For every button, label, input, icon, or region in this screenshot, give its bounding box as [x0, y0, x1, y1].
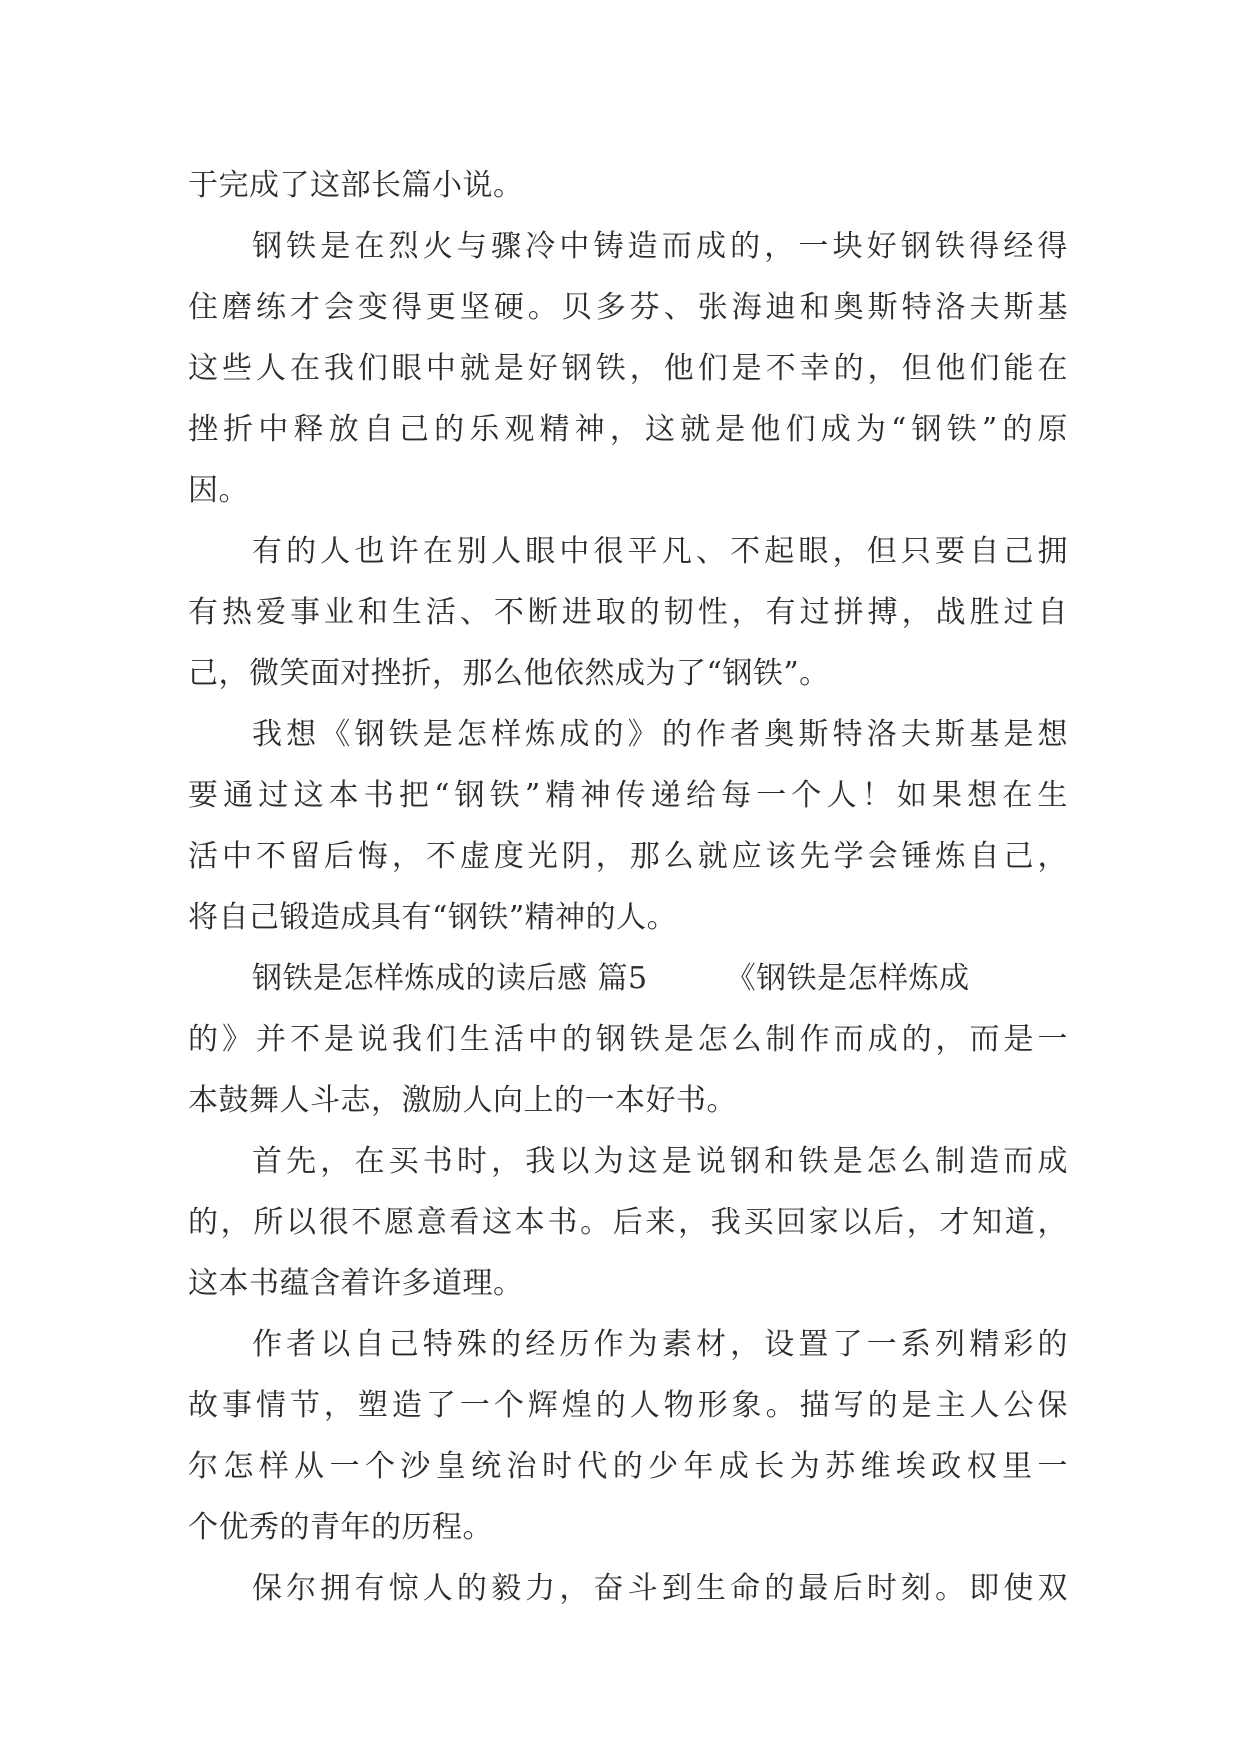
text-line-11: 要通过这本书把“钢铁”精神传递给每一个人！如果想在生 [188, 778, 1068, 813]
text-line-18: 的，所以很不愿意看这本书。后来，我买回家以后，才知道， [188, 1205, 1068, 1240]
text-line-7: 有的人也许在别人眼中很平凡、不起眼，但只要自己拥 [252, 534, 1068, 569]
text-line-8: 有热爱事业和生活、不断进取的韧性，有过拼搏，战胜过自 [188, 595, 1068, 630]
text-line-19: 这本书蕴含着许多道理。 [188, 1266, 524, 1301]
text-line-12: 活中不留后悔，不虚度光阴，那么就应该先学会锤炼自己， [188, 839, 1068, 874]
section-heading-tail: 《钢铁是怎样炼成 [725, 961, 970, 996]
text-line-10: 我想《钢铁是怎样炼成的》的作者奥斯特洛夫斯基是想 [252, 717, 1068, 752]
text-line-24: 保尔拥有惊人的毅力，奋斗到生命的最后时刻。即使双 [252, 1571, 1068, 1606]
text-line-1: 于完成了这部长篇小说。 [188, 168, 524, 203]
section-heading: 钢铁是怎样炼成的读后感 篇5 [252, 961, 648, 996]
section-heading-line [188, 948, 1068, 1009]
text-line-22: 尔怎样从一个沙皇统治时代的少年成长为苏维埃政权里一 [188, 1449, 1068, 1484]
text-line-9: 己，微笑面对挫折，那么他依然成为了“钢铁”。 [188, 656, 830, 691]
text-line-20: 作者以自己特殊的经历作为素材，设置了一系列精彩的 [252, 1327, 1068, 1362]
text-line-16: 本鼓舞人斗志，激励人向上的一本好书。 [188, 1083, 737, 1118]
text-line-5: 挫折中释放自己的乐观精神，这就是他们成为“钢铁”的原 [188, 412, 1068, 447]
text-line-17: 首先，在买书时，我以为这是说钢和铁是怎么制造而成 [252, 1144, 1068, 1179]
text-line-13: 将自己锻造成具有“钢铁”精神的人。 [188, 900, 678, 935]
text-line-6: 因。 [188, 473, 249, 508]
text-line-21: 故事情节，塑造了一个辉煌的人物形象。描写的是主人公保 [188, 1388, 1068, 1423]
text-line-15: 的》并不是说我们生活中的钢铁是怎么制作而成的，而是一 [188, 1022, 1068, 1057]
text-line-4: 这些人在我们眼中就是好钢铁，他们是不幸的，但他们能在 [188, 351, 1068, 386]
text-line-2: 钢铁是在烈火与骤冷中铸造而成的，一块好钢铁得经得 [252, 229, 1068, 264]
body-text [188, 155, 1068, 1619]
text-line-23: 个优秀的青年的历程。 [188, 1510, 493, 1545]
text-line-3: 住磨练才会变得更坚硬。贝多芬、张海迪和奥斯特洛夫斯基 [188, 290, 1068, 325]
